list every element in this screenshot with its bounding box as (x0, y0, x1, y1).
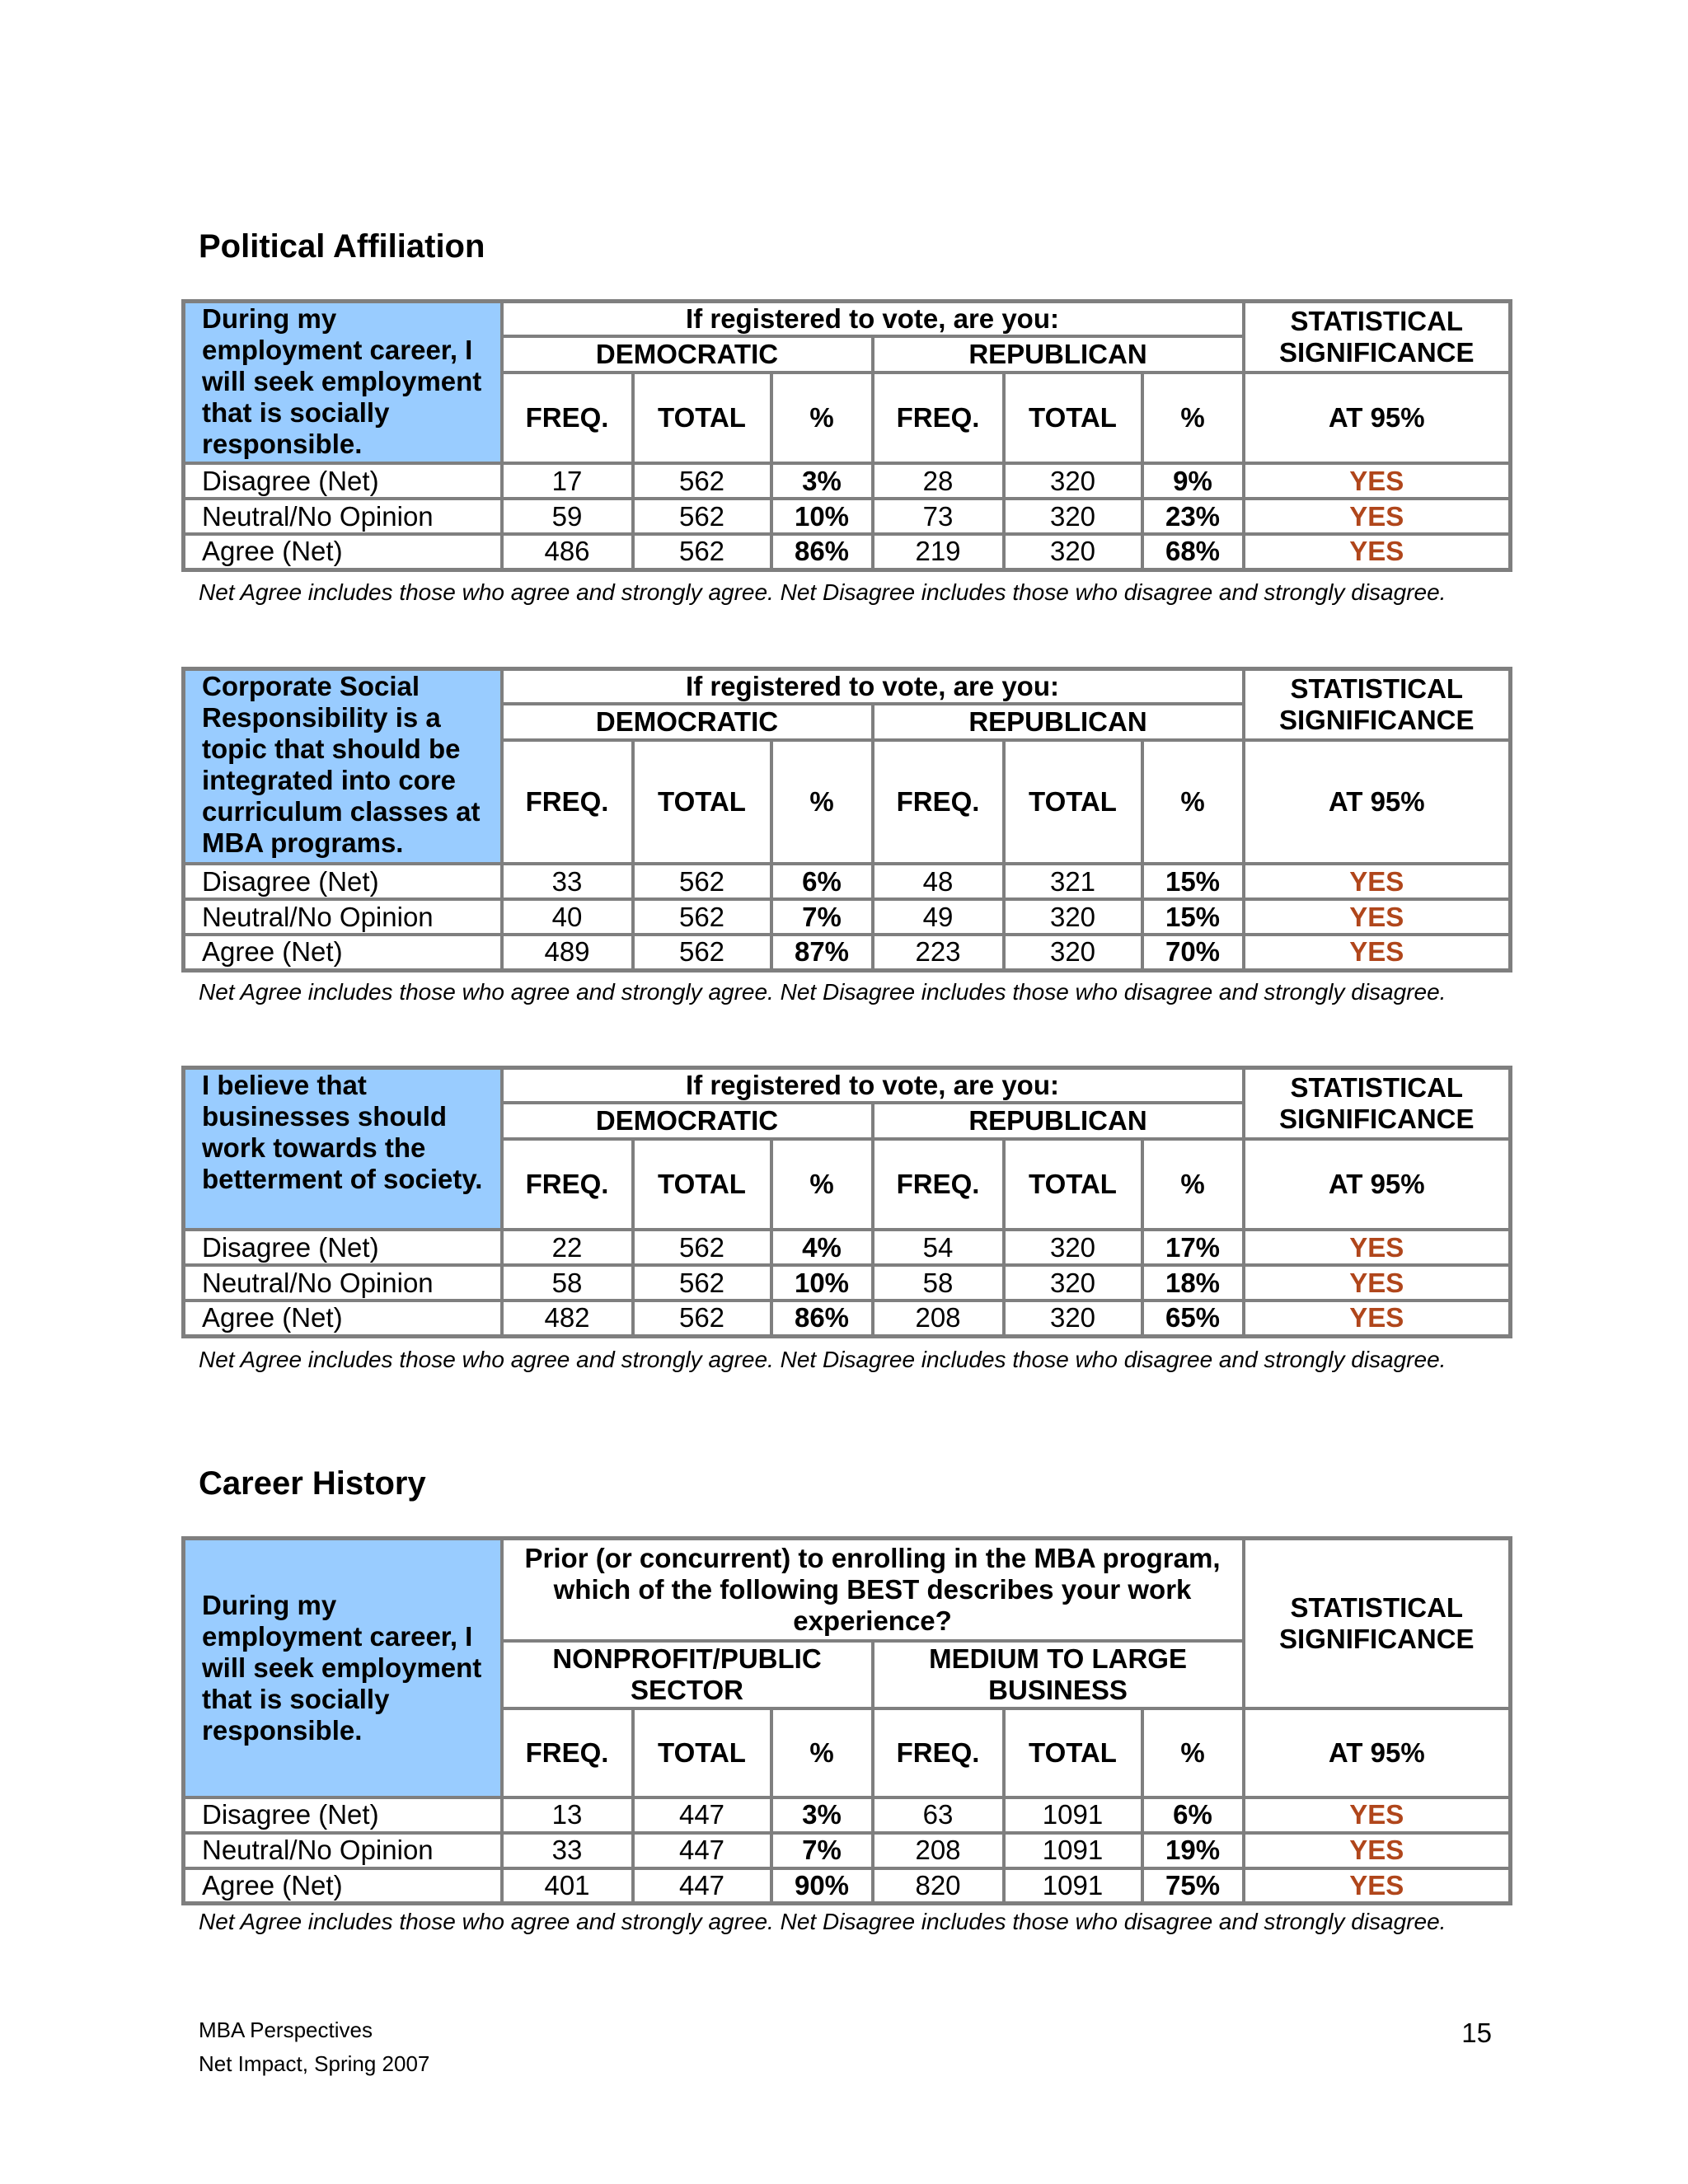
pct-header: % (771, 740, 873, 864)
cell-a-total: 562 (633, 935, 771, 970)
cell-b-pct: 23% (1142, 499, 1244, 534)
table-row (184, 1797, 1511, 1833)
survey-table-2 (181, 667, 1512, 972)
pct-header: % (1142, 1139, 1244, 1230)
total-header: TOTAL (633, 1139, 771, 1230)
cell-significance: YES (1244, 1265, 1511, 1301)
freq-header: FREQ. (873, 740, 1004, 864)
footer-source: Net Impact, Spring 2007 (199, 2051, 430, 2076)
significance-header: STATISTICAL SIGNIFICANCE (1244, 669, 1511, 741)
cell-b-pct: 65% (1142, 1301, 1244, 1336)
table-note: Net Agree includes those who agree and strongly agree. Net Disagree includes those who disagree and strongly disagree. (199, 579, 1447, 605)
row-label: Agree (Net) (184, 1301, 502, 1336)
row-label: Neutral/No Opinion (184, 899, 502, 935)
cell-b-total: 320 (1004, 935, 1142, 970)
cell-a-freq: 58 (502, 1265, 633, 1301)
cell-a-total: 447 (633, 1833, 771, 1868)
cell-a-pct: 10% (771, 499, 873, 534)
significance-subheader: AT 95% (1244, 373, 1511, 463)
page-number: 15 (1461, 2018, 1492, 2048)
cell-significance: YES (1244, 1868, 1511, 1904)
cell-b-freq: 820 (873, 1868, 1004, 1904)
pct-header: % (771, 1708, 873, 1797)
total-header: TOTAL (633, 740, 771, 864)
cell-a-freq: 33 (502, 1833, 633, 1868)
cell-a-pct: 90% (771, 1868, 873, 1904)
cell-a-total: 562 (633, 1230, 771, 1265)
question-cell: During my employment career, I will seek employment that is socially responsible. (184, 302, 502, 464)
survey-table-4 (181, 1536, 1512, 1905)
cell-a-total: 562 (633, 864, 771, 899)
question-cell: I believe that businesses should work towards the betterment of society. (184, 1068, 502, 1230)
question-cell: Corporate Social Responsibility is a topic that should be integrated into core curriculum classes at MBA programs. (184, 669, 502, 865)
cell-a-total: 562 (633, 899, 771, 935)
row-label: Neutral/No Opinion (184, 1833, 502, 1868)
cell-significance: YES (1244, 935, 1511, 970)
row-label: Agree (Net) (184, 935, 502, 970)
table-note: Net Agree includes those who agree and strongly agree. Net Disagree includes those who disagree and strongly disagree. (199, 1909, 1447, 1934)
cell-significance: YES (1244, 899, 1511, 935)
cell-a-pct: 7% (771, 1833, 873, 1868)
cell-b-freq: 208 (873, 1301, 1004, 1336)
table-row (184, 463, 1511, 499)
cell-a-freq: 40 (502, 899, 633, 935)
cell-significance: YES (1244, 534, 1511, 569)
freq-header: FREQ. (502, 373, 633, 463)
cell-b-pct: 17% (1142, 1230, 1244, 1265)
significance-subheader: AT 95% (1244, 740, 1511, 864)
freq-header: FREQ. (873, 1708, 1004, 1797)
group-a-header: DEMOCRATIC (502, 704, 873, 740)
cell-a-pct: 86% (771, 1301, 873, 1336)
row-label: Disagree (Net) (184, 1797, 502, 1833)
row-label: Disagree (Net) (184, 864, 502, 899)
table-row (184, 1833, 1511, 1868)
group-header: Prior (or concurrent) to enrolling in the MBA program, which of the following BEST describes your work experience? (502, 1539, 1244, 1641)
freq-header: FREQ. (502, 1139, 633, 1230)
cell-b-pct: 15% (1142, 864, 1244, 899)
freq-header: FREQ. (873, 1139, 1004, 1230)
cell-b-total: 320 (1004, 463, 1142, 499)
total-header: TOTAL (1004, 373, 1142, 463)
cell-b-freq: 219 (873, 534, 1004, 569)
cell-a-freq: 401 (502, 1868, 633, 1904)
row-label: Agree (Net) (184, 1868, 502, 1904)
table-row (184, 1301, 1511, 1336)
row-label: Neutral/No Opinion (184, 1265, 502, 1301)
table-row (184, 1265, 1511, 1301)
significance-subheader: AT 95% (1244, 1139, 1511, 1230)
cell-a-pct: 10% (771, 1265, 873, 1301)
survey-table-1 (181, 299, 1512, 572)
cell-significance: YES (1244, 864, 1511, 899)
total-header: TOTAL (1004, 1708, 1142, 1797)
cell-b-pct: 68% (1142, 534, 1244, 569)
cell-b-total: 1091 (1004, 1833, 1142, 1868)
cell-a-freq: 13 (502, 1797, 633, 1833)
cell-b-total: 320 (1004, 1265, 1142, 1301)
cell-a-freq: 486 (502, 534, 633, 569)
significance-header: STATISTICAL SIGNIFICANCE (1244, 1539, 1511, 1708)
cell-a-total: 562 (633, 534, 771, 569)
pct-header: % (771, 373, 873, 463)
pct-header: % (1142, 740, 1244, 864)
table-row (184, 1230, 1511, 1265)
group-b-header: REPUBLICAN (873, 704, 1244, 740)
cell-a-total: 562 (633, 463, 771, 499)
cell-b-pct: 18% (1142, 1265, 1244, 1301)
cell-b-total: 1091 (1004, 1868, 1142, 1904)
section-title-political: Political Affiliation (199, 228, 485, 265)
cell-b-total: 320 (1004, 534, 1142, 569)
cell-a-pct: 3% (771, 463, 873, 499)
cell-b-freq: 223 (873, 935, 1004, 970)
group-b-header: REPUBLICAN (873, 1103, 1244, 1139)
table-row (184, 899, 1511, 935)
cell-significance: YES (1244, 1797, 1511, 1833)
group-header: If registered to vote, are you: (502, 1068, 1244, 1104)
cell-a-pct: 87% (771, 935, 873, 970)
total-header: TOTAL (1004, 1139, 1142, 1230)
cell-a-pct: 3% (771, 1797, 873, 1833)
cell-b-freq: 49 (873, 899, 1004, 935)
group-b-header: REPUBLICAN (873, 336, 1244, 373)
cell-b-total: 320 (1004, 499, 1142, 534)
table-note: Net Agree includes those who agree and strongly agree. Net Disagree includes those who disagree and strongly disagree. (199, 979, 1447, 1005)
group-header: If registered to vote, are you: (502, 669, 1244, 705)
cell-b-pct: 9% (1142, 463, 1244, 499)
pct-header: % (771, 1139, 873, 1230)
pct-header: % (1142, 1708, 1244, 1797)
cell-b-pct: 70% (1142, 935, 1244, 970)
freq-header: FREQ. (502, 1708, 633, 1797)
cell-significance: YES (1244, 1833, 1511, 1868)
cell-b-total: 320 (1004, 899, 1142, 935)
cell-b-total: 320 (1004, 1301, 1142, 1336)
cell-a-pct: 7% (771, 899, 873, 935)
cell-b-freq: 58 (873, 1265, 1004, 1301)
cell-a-total: 447 (633, 1797, 771, 1833)
cell-a-freq: 482 (502, 1301, 633, 1336)
survey-table-3 (181, 1066, 1512, 1338)
freq-header: FREQ. (873, 373, 1004, 463)
cell-a-total: 562 (633, 1265, 771, 1301)
cell-b-pct: 15% (1142, 899, 1244, 935)
cell-significance: YES (1244, 1230, 1511, 1265)
cell-b-pct: 75% (1142, 1868, 1244, 1904)
group-a-header: DEMOCRATIC (502, 1103, 873, 1139)
cell-a-pct: 86% (771, 534, 873, 569)
cell-significance: YES (1244, 463, 1511, 499)
table-row (184, 935, 1511, 970)
cell-b-pct: 19% (1142, 1833, 1244, 1868)
cell-b-freq: 63 (873, 1797, 1004, 1833)
footer-publication: MBA Perspectives (199, 2018, 373, 2042)
row-label: Neutral/No Opinion (184, 499, 502, 534)
cell-significance: YES (1244, 499, 1511, 534)
cell-a-freq: 17 (502, 463, 633, 499)
total-header: TOTAL (633, 1708, 771, 1797)
cell-a-total: 562 (633, 499, 771, 534)
cell-b-total: 320 (1004, 1230, 1142, 1265)
table-row (184, 1868, 1511, 1904)
row-label: Disagree (Net) (184, 463, 502, 499)
cell-a-pct: 4% (771, 1230, 873, 1265)
row-label: Agree (Net) (184, 534, 502, 569)
cell-b-freq: 28 (873, 463, 1004, 499)
cell-a-total: 562 (633, 1301, 771, 1336)
group-header: If registered to vote, are you: (502, 302, 1244, 337)
cell-b-freq: 48 (873, 864, 1004, 899)
cell-a-pct: 6% (771, 864, 873, 899)
table-row (184, 499, 1511, 534)
total-header: TOTAL (1004, 740, 1142, 864)
row-label: Disagree (Net) (184, 1230, 502, 1265)
table-row (184, 864, 1511, 899)
section-title-career: Career History (199, 1465, 426, 1502)
significance-header: STATISTICAL SIGNIFICANCE (1244, 302, 1511, 373)
pct-header: % (1142, 373, 1244, 463)
total-header: TOTAL (633, 373, 771, 463)
table-row (184, 534, 1511, 569)
cell-b-total: 1091 (1004, 1797, 1142, 1833)
cell-a-total: 447 (633, 1868, 771, 1904)
table-note: Net Agree includes those who agree and strongly agree. Net Disagree includes those who disagree and strongly disagree. (199, 1347, 1447, 1372)
significance-header: STATISTICAL SIGNIFICANCE (1244, 1068, 1511, 1140)
question-cell: During my employment career, I will seek employment that is socially responsible. (184, 1539, 502, 1797)
significance-subheader: AT 95% (1244, 1708, 1511, 1797)
cell-a-freq: 33 (502, 864, 633, 899)
group-a-header: NONPROFIT/PUBLIC SECTOR (502, 1641, 873, 1708)
cell-b-freq: 54 (873, 1230, 1004, 1265)
cell-b-freq: 73 (873, 499, 1004, 534)
cell-b-freq: 208 (873, 1833, 1004, 1868)
cell-a-freq: 59 (502, 499, 633, 534)
cell-significance: YES (1244, 1301, 1511, 1336)
cell-a-freq: 22 (502, 1230, 633, 1265)
cell-b-total: 321 (1004, 864, 1142, 899)
group-b-header: MEDIUM TO LARGE BUSINESS (873, 1641, 1244, 1708)
freq-header: FREQ. (502, 740, 633, 864)
cell-b-pct: 6% (1142, 1797, 1244, 1833)
group-a-header: DEMOCRATIC (502, 336, 873, 373)
cell-a-freq: 489 (502, 935, 633, 970)
